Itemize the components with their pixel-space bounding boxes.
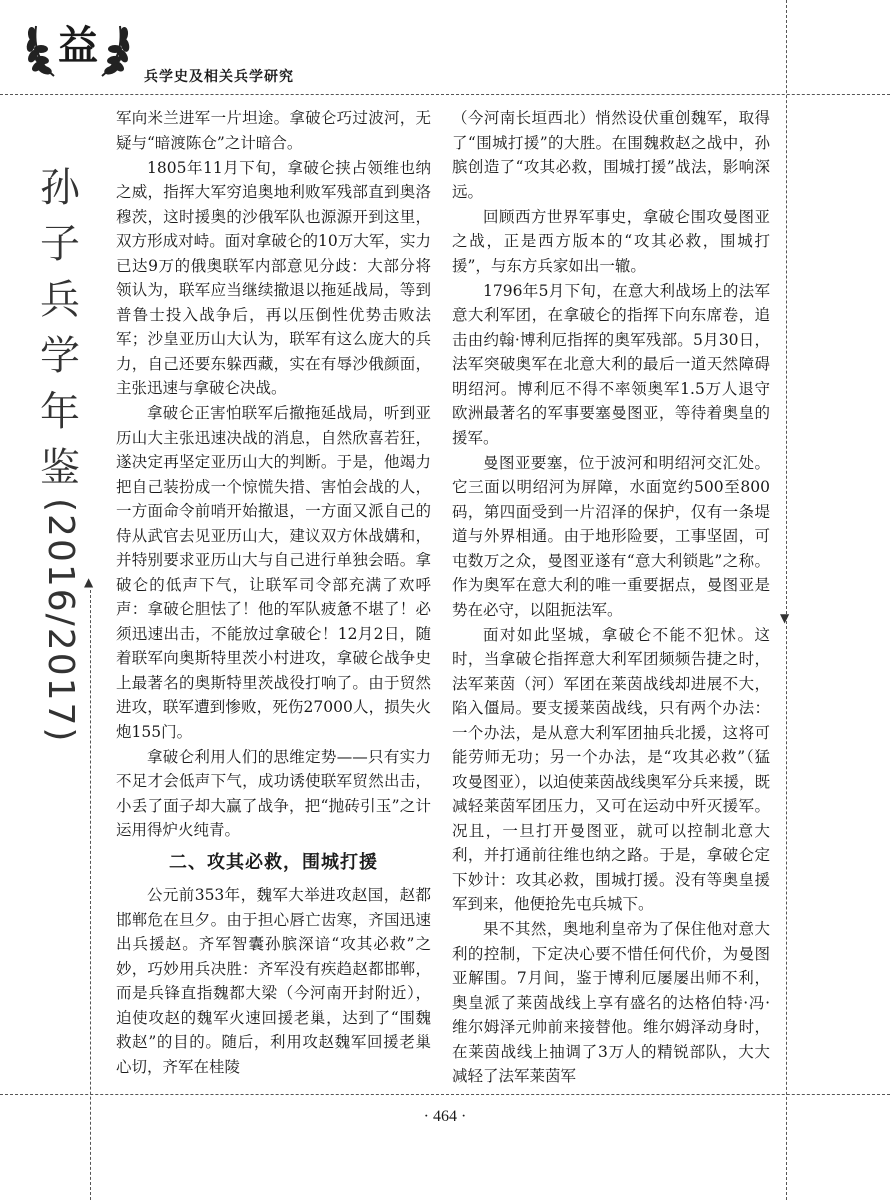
laurel-wreath-emblem-icon xyxy=(18,8,138,84)
book-year: (2016/2017) xyxy=(40,498,81,744)
title-char: 鉴 xyxy=(40,445,80,491)
side-book-title xyxy=(30,160,90,743)
paragraph: 拿破仑利用人们的思维定势——只有实力不足才会低声下气，成功诱使联军贸然出击，小丢了面子却大赢了战争，把“抛砖引玉”之计运用得炉火纯青。 xyxy=(116,747,431,840)
paragraph: 拿破仑正害怕联军后撤拖延战局，听到亚历山大主张迅速决战的消息，自然欣喜若狂，遂决定再坚定亚历山大的判断。于是，他竭力把自己装扮成一个惊慌失措、害怕会战的人，一方面命令前哨开始撤退，一方面又派自己的侍从武官去见亚历山大，建议双方休战媾和，并特别要求亚历山大与自己进行单独会晤。拿破仑的低声下气，让联军司令部充满了欢呼声：拿破仑胆怯了！他的军队疲惫不堪了！必须迅速出击，不能放过拿破仑！12月2日，随着联军向奥斯特里茨小村进攻，拿破仑战争史上最著名的奥斯特里茨战役打响了。由于贸然进攻，联军遭到惨败，死伤27000人，损失火炮155门。 xyxy=(116,404,431,741)
top-rule xyxy=(0,94,890,95)
left-text-column xyxy=(116,106,431,1080)
title-char: 年 xyxy=(40,389,80,435)
down-triangle-icon: ▼ xyxy=(780,611,790,625)
page-number: · 464 · xyxy=(423,1108,467,1125)
paragraph: 军向米兰进军一片坦途。拿破仑巧过波河，无疑与“暗渡陈仓”之计暗合。 xyxy=(116,109,431,152)
right-text-column xyxy=(452,106,770,1090)
title-char: 兵 xyxy=(40,277,80,323)
paragraph: 公元前353年，魏军大举进攻赵国，赵都邯郸危在旦夕。由于担心唇亡齿寒，齐国迅速出兵援赵。齐军智囊孙膑深谙“攻其必救”之妙，巧妙用兵决胜：齐军没有疾趋赵都邯郸，而是兵锋直指魏都大梁（今河南开封附近），迫使攻赵的魏军火速回援老巢，达到了“围魏救赵”的目的。随后，利用攻赵魏军回援老巢心切，齐军在桂陵 xyxy=(116,886,431,1076)
paragraph: 1805年11月下旬，拿破仑挟占领维也纳之威，指挥大军穷追奥地利败军残部直到奥洛穆茨，这时援奥的沙俄军队也源源开到这里，双方形成对峙。面对拿破仑的10万大军，实力已达9万的俄奥联军内部意见分歧：大部分将领认为，联军应当继续撤退以拖延战局，等到普鲁士投入战争后，再以压倒性优势击败法军；沙皇亚历山大认为，联军有这么庞大的兵力，自己还要东躲西藏，实在有辱沙俄颜面，主张迅速与拿破仑决战。 xyxy=(116,158,431,398)
paragraph: （今河南长垣西北）悄然设伏重创魏军，取得了“围城打援”的大胜。在围魏救赵之战中，孙膑创造了“攻其必救，围城打援”战法，影响深远。 xyxy=(452,109,770,201)
paragraph: 1796年5月下旬，在意大利战场上的法军意大利军团，在拿破仑的指挥下向东席卷，追击由约翰·博利厄指挥的奥军残部。5月30日，法军突破奥军在北意大利的最后一道天然障碍明绍河。博利厄不得不率领奥军1.5万人退守欧洲最著名的军事要塞曼图亚，等待着奥皇的援军。 xyxy=(452,281,770,447)
running-head: 兵学史及相关兵学研究 xyxy=(144,69,294,85)
emblem-glyph: 益 xyxy=(58,23,98,69)
paragraph: 果不其然，奥地利皇帝为了保住他对意大利的控制，下定决心要不惜任何代价，为曼图亚解围。7月间，鉴于博利厄屡屡出师不利，奥皇派了莱茵战线上享有盛名的达格伯特·冯·维尔姆泽元帅前来接替他。维尔姆泽动身时，在莱茵战线上抽调了3万人的精锐部队，大大减轻了法军莱茵军 xyxy=(452,920,770,1086)
title-char: 子 xyxy=(40,221,80,267)
paragraph: 面对如此坚城，拿破仑不能不犯怵。这时，当拿破仑指挥意大利军团频频告捷之时，法军莱茵（河）军团在莱茵战线却进展不大，陷入僵局。要支援莱茵战线，只有两个办法：一个办法，是从意大利军团抽兵北援，这将可能劳师无功；另一个办法，是“攻其必救”（猛攻曼图亚），以迫使莱茵战线奥军分兵来援，既减轻莱茵军团压力，又可在运动中歼灭援军。况且，一旦打开曼图亚，就可以控制北意大利，并打通前往维也纳之路。于是，拿破仑定下妙计：攻其必救，围城打援。没有等奥皇援军到来，他便抢先屯兵城下。 xyxy=(452,625,770,914)
bottom-rule xyxy=(0,1094,890,1095)
up-triangle-icon: ▲ xyxy=(84,575,94,589)
section-heading: 二、攻其必救，围城打援 xyxy=(169,851,378,873)
title-char: 学 xyxy=(40,333,80,379)
paragraph: 回顾西方世界军事史，拿破仑围攻曼图亚之战，正是西方版本的“攻其必救，围城打援”，与东方兵家如出一辙。 xyxy=(452,207,770,275)
title-char: 孙 xyxy=(40,165,80,211)
paragraph: 曼图亚要塞，位于波河和明绍河交汇处。它三面以明绍河为屏障，水面宽约500至800码，第四面受到一片沼泽的保护，仅有一条堤道与外界相通。由于地形险要，工事坚固，可屯数万之众，曼图亚遂有“意大利锁匙”之称。作为奥军在意大利的唯一重要据点，曼图亚是势在必守，以阻扼法军。 xyxy=(452,453,770,619)
right-margin-rule xyxy=(786,0,787,1200)
